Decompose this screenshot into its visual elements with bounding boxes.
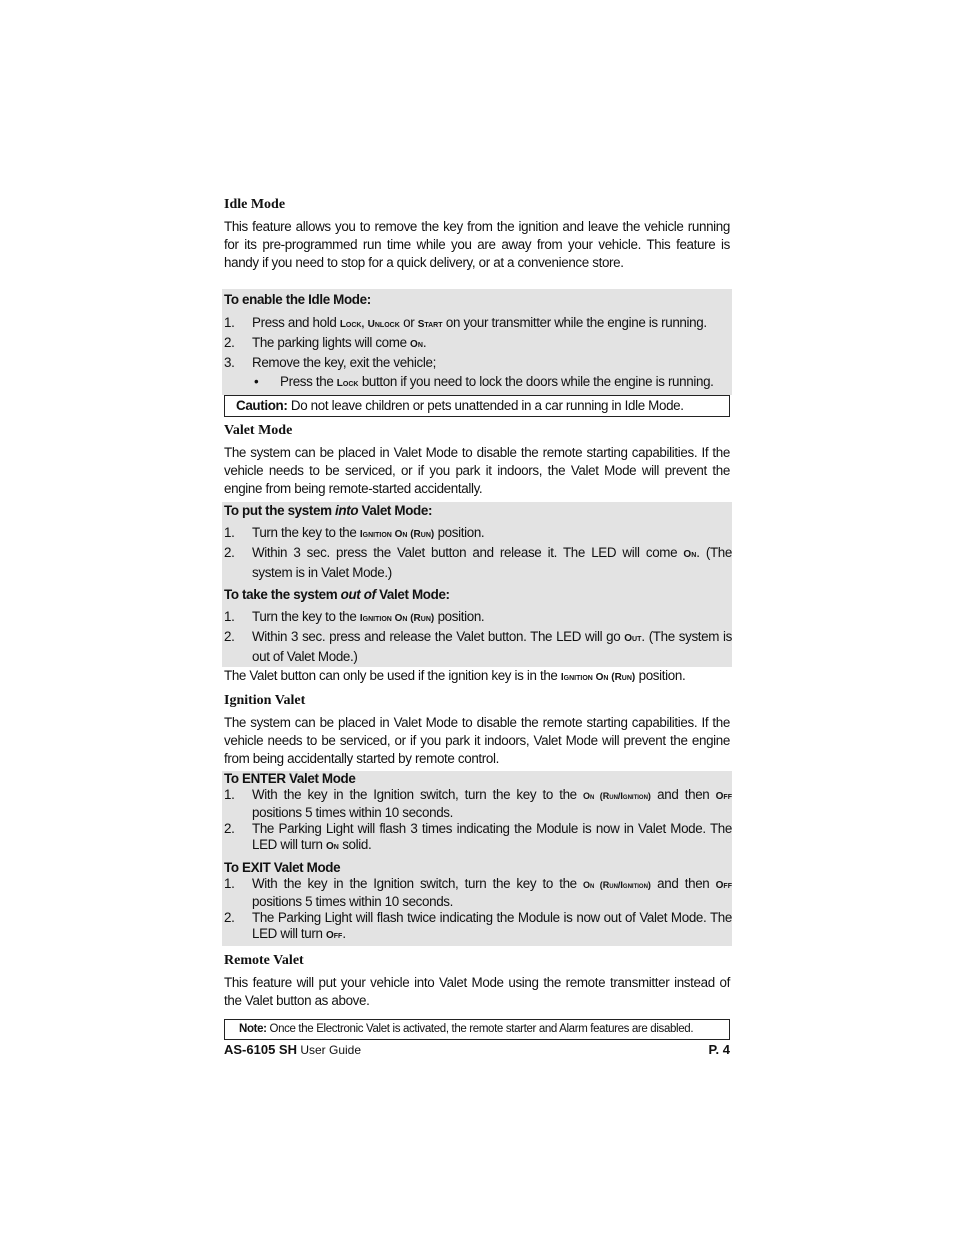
valet-out-step-1: 1. Turn the key to the Ignition On (Run) position.: [224, 609, 485, 624]
footer-guide-label: User Guide: [296, 1043, 362, 1057]
valet-note: The Valet button can only be used if the ignition key is in the Ignition On (Run) position.: [224, 668, 686, 683]
valet-into-step-2: 2. Within 3 sec. press the Valet button and release it. The LED will come On. (The system is in Valet Mode.): [224, 545, 732, 580]
idle-enable-heading: To enable the Idle Mode:: [224, 292, 371, 307]
idle-bullet-lock: • Press the Lock button if you need to lock the doors while the engine is running.: [254, 374, 714, 389]
ignition-exit-steps: [224, 876, 732, 944]
remote-valet-intro: This feature will put your vehicle into Valet Mode using the remote transmitter instead of the Valet button as above.: [224, 975, 730, 1008]
footer-guide-title: [224, 1042, 361, 1057]
ignition-enter-heading: To ENTER Valet Mode: [224, 771, 356, 786]
ignition-exit-step-2: 2. The Parking Light will flash twice indicating the Module is now out of Valet Mode. The LED will turn Off.: [224, 910, 732, 941]
idle-enable-box: [222, 289, 732, 395]
caution-label: Caution:: [236, 398, 288, 413]
remote-valet-heading: Remote Valet: [224, 953, 304, 968]
page-number: P. 4: [708, 1042, 730, 1057]
valet-mode-heading: Valet Mode: [224, 423, 293, 438]
idle-step-1: 1. Press and hold Lock, Unlock or Start on your transmitter while the engine is running.: [224, 315, 707, 330]
ignition-exit-step-1: 1. With the key in the Ignition switch, turn the key to the On (Run/Ignition) and then Off positions 5 times within 10 seconds.: [224, 876, 732, 909]
note-text: Note: Once the Electronic Valet is activated, the remote starter and Alarm features are disabled.: [239, 1023, 694, 1035]
valet-out-step-2: 2. Within 3 sec. press and release the Valet button. The LED will go Out. (The system is out of Valet Mode.): [224, 629, 732, 664]
ignition-enter-step-1: 1. With the key in the Ignition switch, turn the key to the On (Run/Ignition) and then Off positions 5 times within 10 seconds.: [224, 787, 732, 820]
idle-step-2: 2. The parking lights will come On.: [224, 335, 427, 350]
caution-box: [224, 395, 730, 417]
ignition-instructions-box: [222, 771, 732, 946]
ignition-valet-heading: Ignition Valet: [224, 693, 306, 708]
ignition-valet-intro: The system can be placed in Valet Mode to disable the remote starting capabilities. If the vehicle needs to be serviced, or if you park it indoors, Valet Mode will prevent the engine from being accidentally started by remote control.: [224, 715, 730, 766]
valet-out-heading: To take the system out of Valet Mode:: [224, 587, 450, 602]
idle-enable-steps: [224, 314, 732, 372]
page-content: [224, 196, 730, 1040]
ignition-exit-heading: To EXIT Valet Mode: [224, 860, 341, 875]
footer-model: AS-6105 SH: [224, 1042, 297, 1057]
valet-into-step-1: 1. Turn the key to the Ignition On (Run) position.: [224, 525, 485, 540]
valet-out-steps: [224, 608, 732, 666]
idle-bullets: [224, 373, 732, 393]
note-box: [224, 1019, 730, 1040]
idle-step-3: 3. Remove the key, exit the vehicle;: [224, 355, 436, 370]
ignition-enter-step-2: 2. The Parking Light will flash 3 times indicating the Module is now in Valet Mode. The LED will turn On solid.: [224, 821, 732, 852]
valet-into-heading: To put the system into Valet Mode:: [224, 503, 433, 518]
caution-text: Do not leave children or pets unattended in a car running in Idle Mode.: [287, 398, 684, 413]
valet-instructions-box: [222, 502, 732, 667]
valet-mode-intro: The system can be placed in Valet Mode to disable the remote starting capabilities. If the vehicle needs to be serviced, or if you park it indoors, the Valet Mode will prevent the engine from being remote-started accidentally.: [224, 445, 730, 496]
valet-into-steps: [224, 524, 732, 582]
idle-mode-heading: Idle Mode: [224, 197, 286, 212]
ignition-enter-steps: [224, 787, 732, 855]
page-footer: [224, 1042, 730, 1057]
idle-mode-intro: This feature allows you to remove the key from the ignition and leave the vehicle running for its pre-programmed run time while you are away from your vehicle. This feature is handy if you need to stop for a quick delivery, or at a convenience store.: [224, 219, 730, 270]
